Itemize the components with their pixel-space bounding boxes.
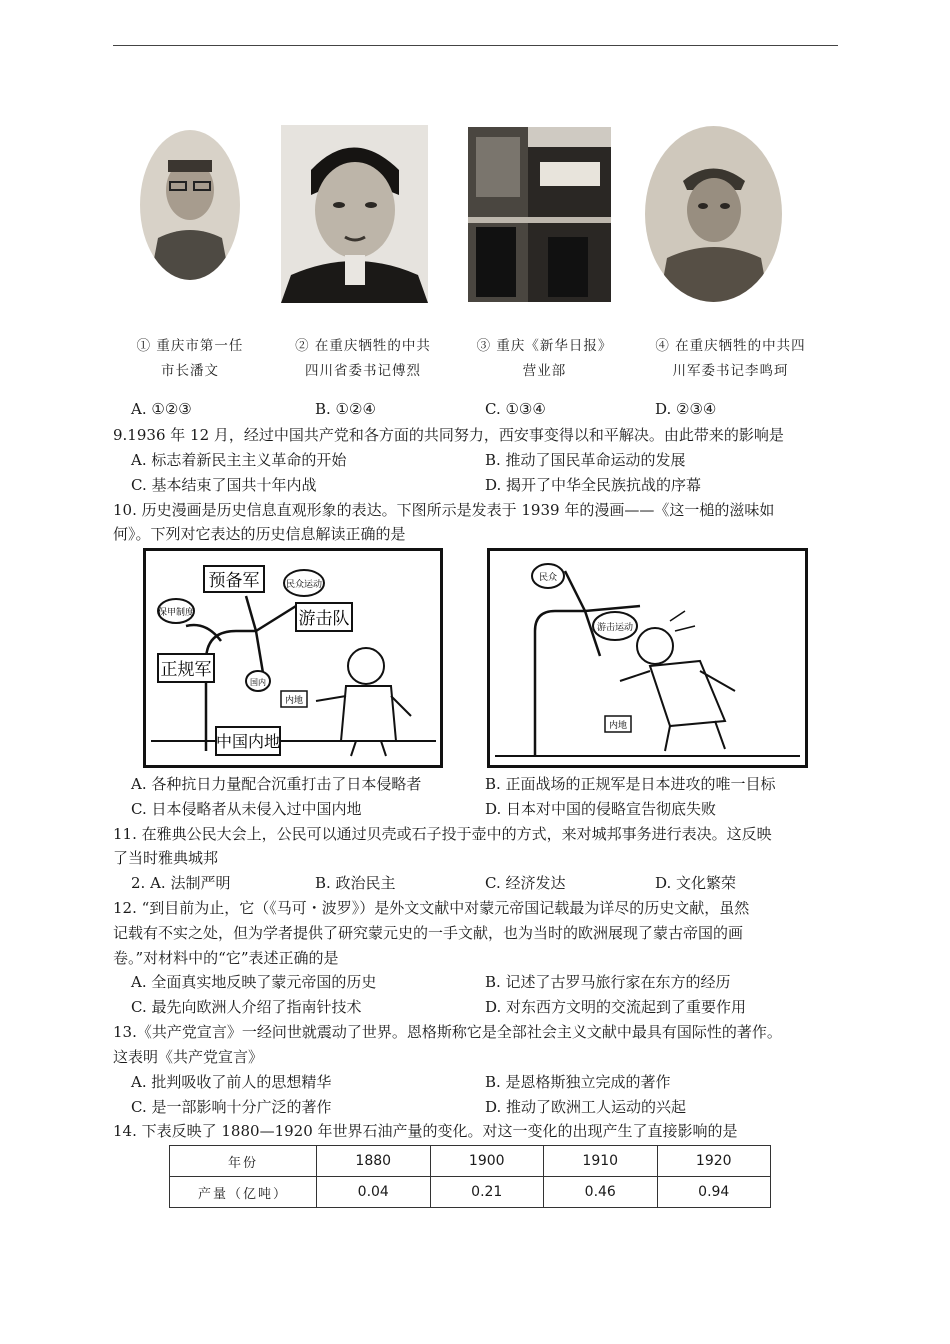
q12-stem-line-1: 12. “到目前为止，它（《马可・波罗》）是外文文献中对蒙元帝国记载最为详尽的历史文献，虽然 [113, 899, 750, 917]
table-header-output: 产量（亿吨） [170, 1177, 317, 1208]
table-cell: 0.46 [544, 1177, 658, 1208]
table-row [170, 1177, 771, 1208]
cartoon-label-regular: 正规军 [160, 660, 212, 680]
table-header-year: 年份 [170, 1146, 317, 1177]
photo-xinhua-office [468, 127, 611, 302]
photo-caption-1: ① 重庆市第一任 市长潘文 [136, 338, 244, 379]
cartoon-label-baojia: 保甲制度 [157, 608, 195, 618]
q12-stem-line-2: 记载有不实之处，但为学者提供了研究蒙元史的一手文献，也为当时的欧洲展现了蒙古帝国的画 [113, 924, 744, 942]
q9-option-b: B. 推动了国民革命运动的发展 [485, 451, 686, 469]
table-row [170, 1146, 771, 1177]
cartoon-label-inland: 中国内地 [215, 732, 281, 751]
photo-fu-lie [281, 125, 428, 303]
photo-caption-3: ③ 重庆《新华日报》 营业部 [476, 338, 613, 379]
photo-caption-4: ④ 在重庆牺牲的中共四 川军委书记李鸣珂 [655, 338, 806, 379]
q13-option-c: C. 是一部影响十分广泛的著作 [131, 1098, 332, 1116]
table-cell: 1910 [544, 1146, 658, 1177]
q12-option-d: D. 对东西方文明的交流起到了重要作用 [485, 998, 747, 1016]
q11-option-b: B. 政治民主 [315, 874, 396, 892]
q12-stem-line-3: 卷。”对材料中的“它”表述正确的是 [113, 949, 339, 967]
table-cell: 1920 [657, 1146, 771, 1177]
photo-pan-wen [140, 130, 240, 280]
q9-option-a: A. 标志着新民主主义革命的开始 [131, 451, 347, 469]
q11-option-a: 2. A. 法制严明 [131, 874, 231, 892]
cartoon-right-label-mass: 民众 [538, 573, 558, 583]
q11-stem-line-1: 11. 在雅典公民大会上，公民可以通过贝壳或石子投于壶中的方式，来对城邦事务进行表决。这反映 [113, 825, 772, 843]
oil-production-table [169, 1145, 771, 1208]
q12-option-a: A. 全面真实地反映了蒙元帝国的历史 [131, 973, 377, 991]
table-cell: 0.04 [317, 1177, 431, 1208]
table-cell: 1900 [430, 1146, 544, 1177]
cartoon-label-inland-small: 内地 [284, 696, 304, 706]
q10-stem-line-2: 何》。下列对它表达的历史信息解读正确的是 [113, 525, 406, 543]
q8-option-d: D. ②③④ [655, 400, 717, 418]
table-cell: 1880 [317, 1146, 431, 1177]
q8-option-a: A. ①②③ [131, 400, 192, 418]
q12-option-b: B. 记述了古罗马旅行家在东方的经历 [485, 973, 731, 991]
cartoon-label-mass: 民众运动 [285, 580, 323, 590]
q13-stem-line-2: 这表明《共产党宣言》 [113, 1048, 264, 1066]
q11-stem-line-2: 了当时雅典城邦 [113, 849, 219, 867]
q13-stem-line-1: 13.《共产党宣言》一经问世就震动了世界。恩格斯称它是全部社会主义文献中最具有国际性的著作。 [113, 1023, 782, 1041]
q10-option-d: D. 日本对中国的侵略宣告彻底失败 [485, 800, 717, 818]
header-rule [113, 45, 838, 46]
table-cell: 0.94 [657, 1177, 771, 1208]
q13-option-b: B. 是恩格斯独立完成的著作 [485, 1073, 671, 1091]
q9-stem: 9.1936 年 12 月，经过中国共产党和各方面的共同努力，西安事变得以和平解决。由此带来的影响是 [113, 426, 784, 444]
q8-option-c: C. ①③④ [485, 400, 546, 418]
cartoon-label-reserve: 预备军 [208, 571, 260, 591]
q10-option-b: B. 正面战场的正规军是日本进攻的唯一目标 [485, 775, 776, 793]
q9-option-c: C. 基本结束了国共十年内战 [131, 476, 317, 494]
q10-option-c: C. 日本侵略者从未侵入过中国内地 [131, 800, 362, 818]
cartoon-right-label-guerrilla: 游击运动 [596, 623, 634, 633]
photo-li-mingke [645, 126, 782, 302]
q8-option-b: B. ①②④ [315, 400, 376, 418]
q13-option-d: D. 推动了欧洲工人运动的兴起 [485, 1098, 687, 1116]
cartoon-label-guerrilla: 游击队 [298, 609, 350, 629]
q10-stem-line-1: 10. 历史漫画是历史信息直观形象的表达。下图所示是发表于 1939 年的漫画——《这一槌的滋味如 [113, 501, 775, 519]
q10-option-a: A. 各种抗日力量配合沉重打击了日本侵略者 [131, 775, 422, 793]
q12-option-c: C. 最先向欧洲人介绍了指南针技术 [131, 998, 362, 1016]
q11-option-d: D. 文化繁荣 [655, 874, 737, 892]
q13-option-a: A. 批判吸收了前人的思想精华 [131, 1073, 332, 1091]
q11-option-c: C. 经济发达 [485, 874, 566, 892]
cartoon-label-domestic: 国内 [250, 678, 266, 687]
cartoon-right-label-inland: 内地 [608, 721, 628, 731]
table-cell: 0.21 [430, 1177, 544, 1208]
cartoon-left [143, 548, 443, 768]
photo-caption-2: ② 在重庆牺牲的中共 四川省委书记傅烈 [295, 338, 431, 379]
q9-option-d: D. 揭开了中华全民族抗战的序幕 [485, 476, 702, 494]
cartoon-right [487, 548, 808, 768]
q14-stem: 14. 下表反映了 1880—1920 年世界石油产量的变化。对这一变化的出现产生了直接影响的是 [113, 1122, 738, 1140]
